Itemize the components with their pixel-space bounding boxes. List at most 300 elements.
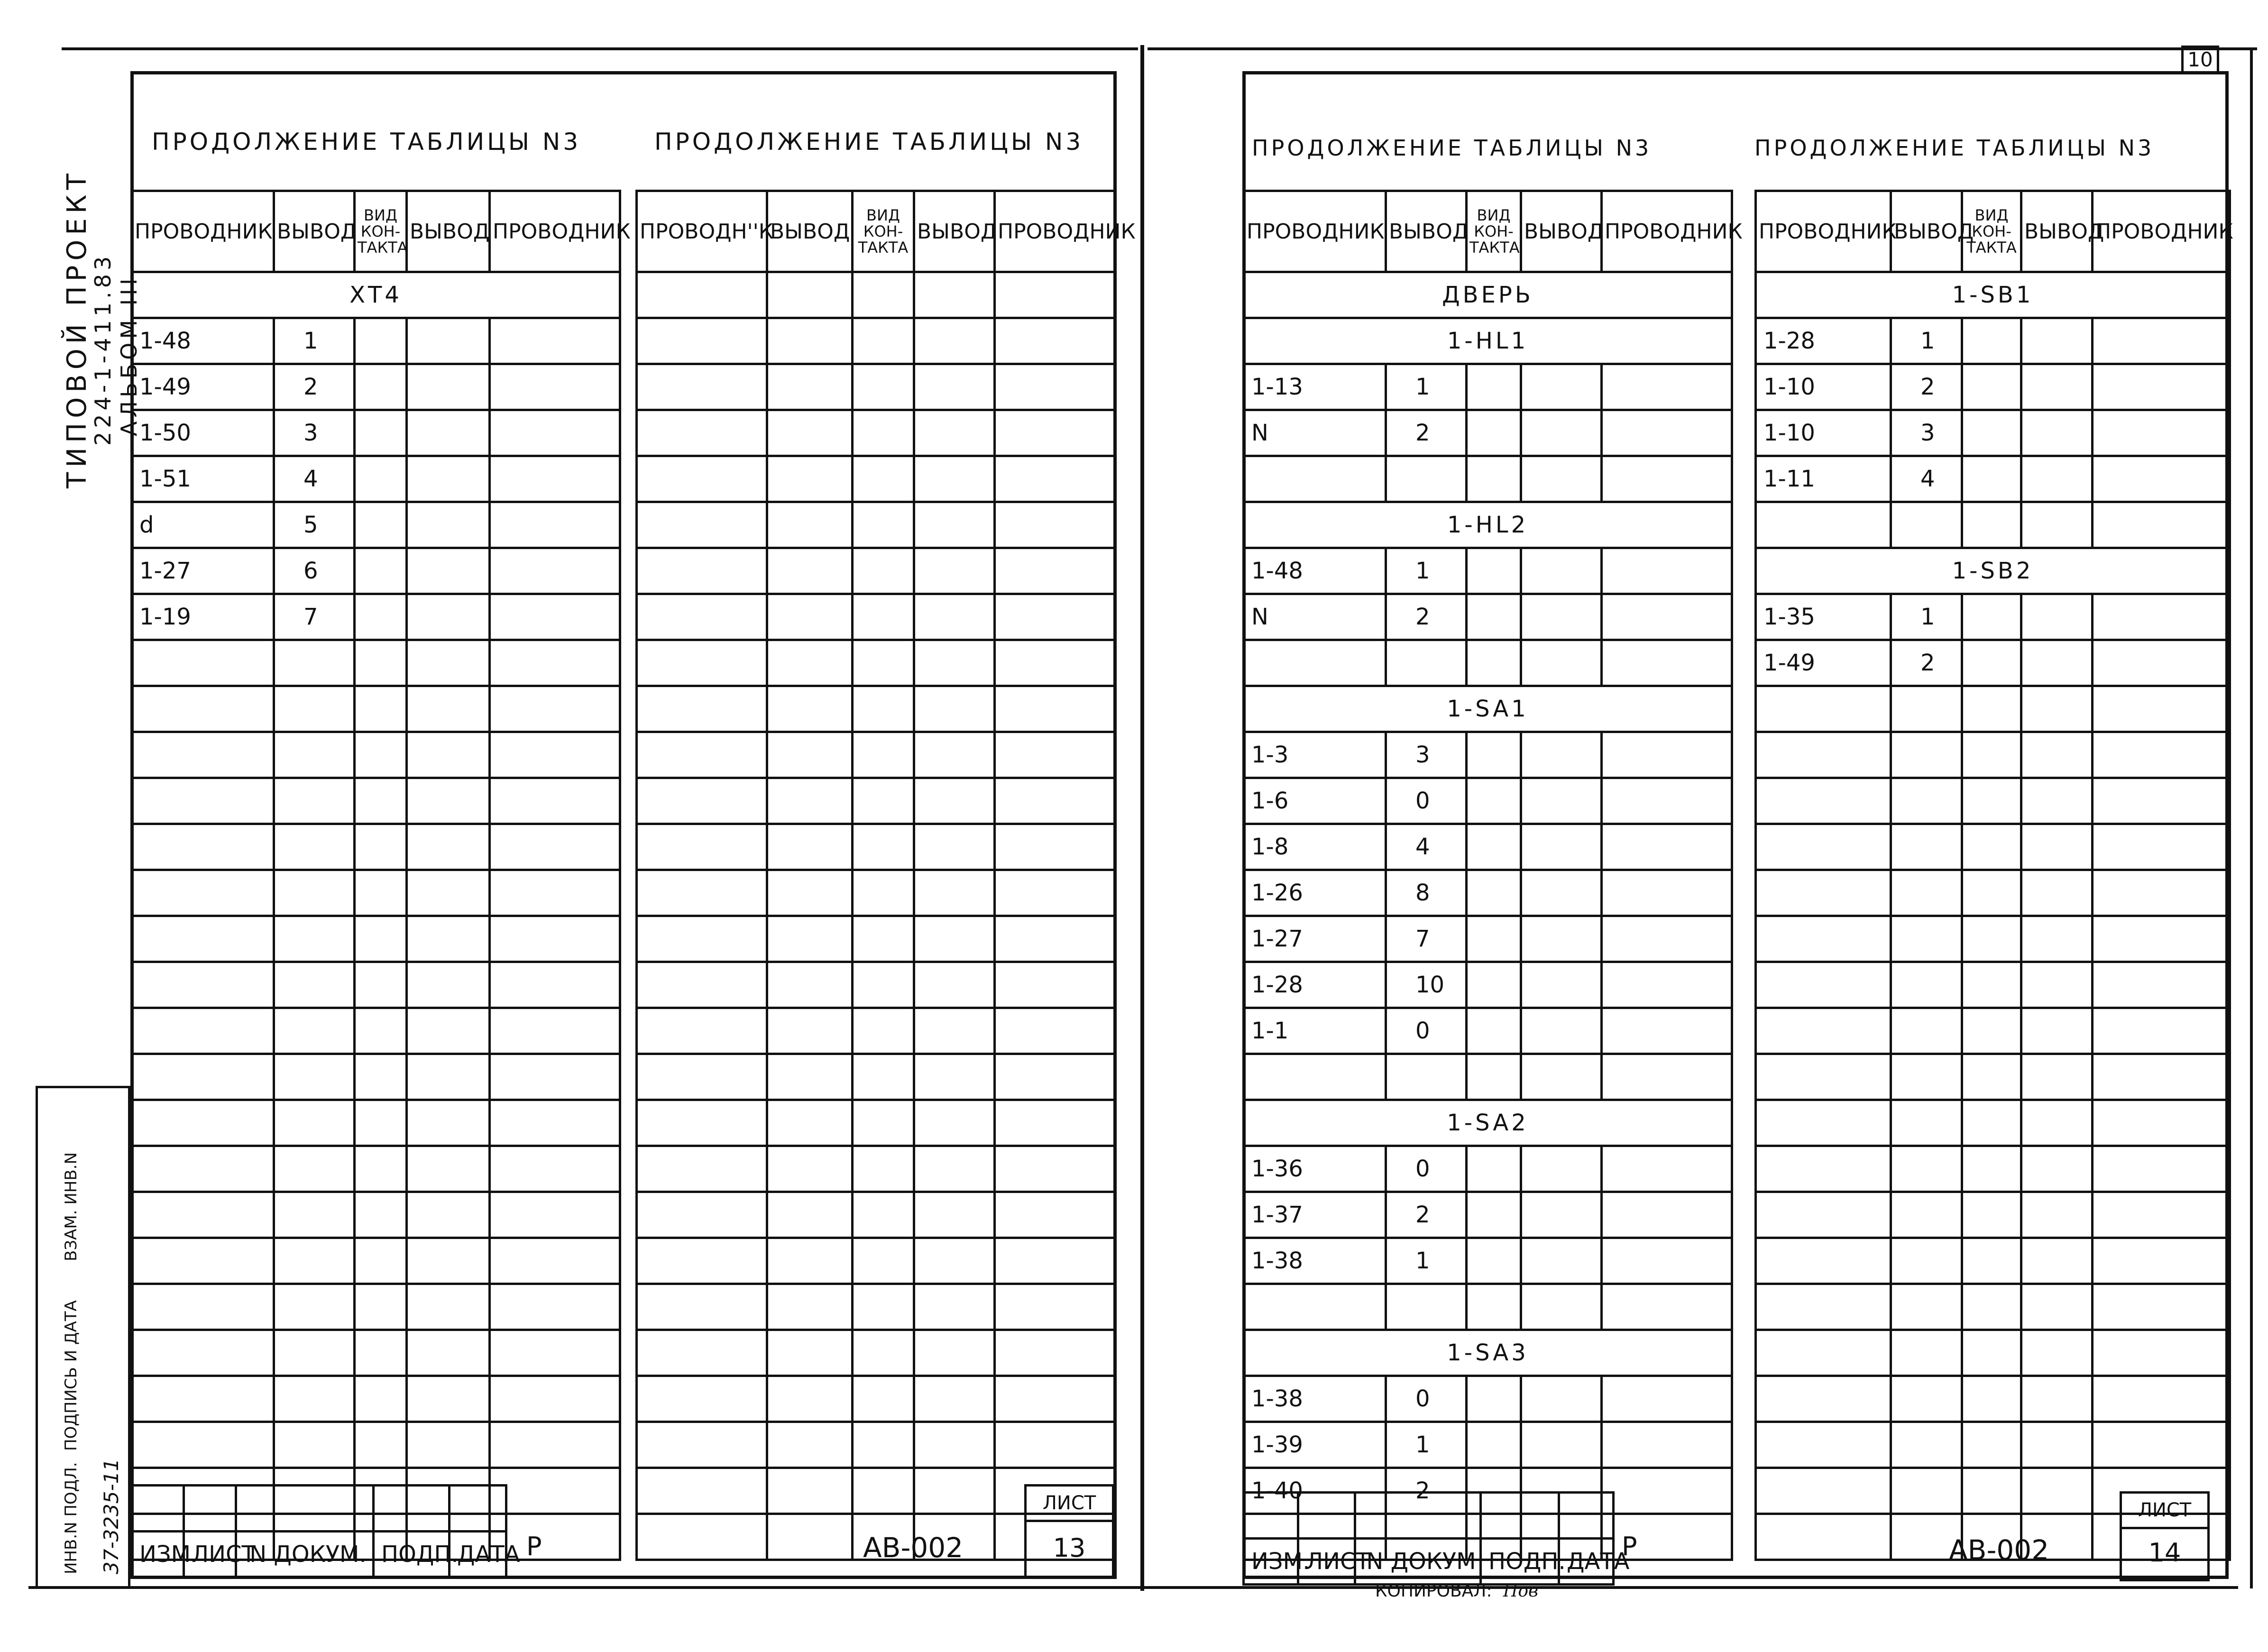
empty-cell (1467, 410, 1521, 456)
empty-cell (355, 1054, 407, 1100)
empty-cell (1962, 1146, 2021, 1192)
table-row (1756, 410, 2230, 456)
table-row (132, 870, 620, 916)
empty-cell (914, 1376, 995, 1422)
empty-cell (853, 824, 914, 870)
table-row (132, 962, 620, 1008)
sheet14-title-right: ПРОДОЛЖЕНИЕ ТАБЛИЦЫ N3 (1754, 135, 2155, 161)
empty-cell (1521, 1146, 1602, 1192)
copied-label (1375, 1581, 1538, 1601)
empty-cell (274, 1330, 355, 1376)
pin-cell: 4 (1386, 824, 1467, 870)
empty-cell (1962, 410, 2021, 456)
empty-cell (355, 1100, 407, 1146)
group-row (132, 272, 620, 318)
table-row (132, 1422, 620, 1468)
empty-cell (1962, 916, 2021, 962)
empty-cell (274, 1008, 355, 1054)
column-header: ВЫВОД (274, 191, 355, 272)
pin-cell: 5 (274, 502, 355, 548)
empty-cell (995, 824, 1116, 870)
empty-cell (1756, 1238, 1891, 1284)
pin-cell: 2 (1386, 1192, 1467, 1238)
conductor-cell (1244, 640, 1386, 686)
empty-cell (853, 1330, 914, 1376)
empty-cell (274, 1192, 355, 1238)
table-row (637, 502, 1116, 548)
empty-cell (1891, 962, 1962, 1008)
empty-cell (1891, 1100, 1962, 1146)
table-row (132, 502, 620, 548)
empty-cell (1756, 1376, 1891, 1422)
group-row (1756, 272, 2230, 318)
empty-cell (914, 640, 995, 686)
table-row (637, 318, 1116, 364)
empty-cell (490, 686, 620, 732)
conductor-cell: d (132, 502, 274, 548)
empty-cell (355, 318, 407, 364)
table-row (637, 1376, 1116, 1422)
empty-cell (637, 410, 767, 456)
side-album: АЛЬБОМ III (116, 275, 142, 436)
empty-cell (1602, 594, 1732, 640)
empty-cell (132, 1100, 274, 1146)
empty-cell (1962, 640, 2021, 686)
column-header: ВИД КОН- ТАКТА (1467, 191, 1521, 272)
empty-cell (637, 1238, 767, 1284)
empty-cell (1962, 1376, 2021, 1422)
empty-cell (1602, 548, 1732, 594)
empty-cell (2021, 1422, 2093, 1468)
pin-cell: 7 (274, 594, 355, 640)
empty-cell (914, 594, 995, 640)
empty-cell (2021, 1238, 2093, 1284)
empty-cell (1521, 1008, 1602, 1054)
empty-cell (767, 318, 853, 364)
empty-cell (407, 1376, 490, 1422)
pin-cell: 2 (1386, 410, 1467, 456)
conductor-cell: N (1244, 410, 1386, 456)
stamp-column-label: N ДОКУМ. (236, 1532, 374, 1578)
empty-cell (1962, 686, 2021, 732)
group-name: 1-SB1 (1756, 272, 2230, 318)
group-name: 1-SA2 (1244, 1100, 1732, 1146)
empty-cell (767, 1146, 853, 1192)
table-header-row (1244, 191, 1732, 272)
empty-cell (914, 686, 995, 732)
empty-cell (995, 1330, 1116, 1376)
empty-cell (914, 1054, 995, 1100)
empty-cell (355, 686, 407, 732)
empty-cell (132, 640, 274, 686)
empty-cell (2021, 502, 2093, 548)
table-row (132, 410, 620, 456)
empty-cell (2093, 594, 2230, 640)
sheet14-table-right (1754, 190, 2231, 1561)
empty-cell (2021, 1146, 2093, 1192)
empty-cell (2093, 1192, 2230, 1238)
empty-cell (1891, 1054, 1962, 1100)
table-row (637, 1422, 1116, 1468)
table-row (1244, 962, 1732, 1008)
empty-cell (995, 548, 1116, 594)
table-row (132, 1238, 620, 1284)
empty-cell (995, 1376, 1116, 1422)
table-row (1756, 1008, 2230, 1054)
empty-cell (1521, 410, 1602, 456)
empty-cell (637, 1192, 767, 1238)
table-row (132, 1330, 620, 1376)
table-row (637, 272, 1116, 318)
empty-cell (274, 870, 355, 916)
empty-cell (853, 870, 914, 916)
empty-cell (1602, 870, 1732, 916)
empty-cell (132, 1238, 274, 1284)
empty-cell (132, 732, 274, 778)
conductor-cell: 1-28 (1244, 962, 1386, 1008)
copied-signature: Пов (1503, 1581, 1538, 1601)
column-header: ПРОВОДН''К (637, 191, 767, 272)
empty-cell (1467, 364, 1521, 410)
conductor-cell: 1-1 (1244, 1008, 1386, 1054)
pin-cell: 7 (1386, 916, 1467, 962)
column-header: ВИД КОН- ТАКТА (1962, 191, 2021, 272)
empty-cell (407, 1284, 490, 1330)
empty-cell (1756, 1146, 1891, 1192)
table-row (132, 640, 620, 686)
table-row (132, 456, 620, 502)
table-row (132, 732, 620, 778)
group-name: 1-HL2 (1244, 502, 1732, 548)
empty-cell (1467, 1146, 1521, 1192)
empty-cell (2021, 778, 2093, 824)
empty-cell (1756, 1284, 1891, 1330)
pin-cell: 2 (1891, 364, 1962, 410)
empty-cell (1756, 1330, 1891, 1376)
table-row (132, 1054, 620, 1100)
empty-cell (1891, 1422, 1962, 1468)
empty-cell (490, 502, 620, 548)
empty-cell (767, 410, 853, 456)
empty-cell (1602, 1146, 1732, 1192)
pin-cell: 3 (1891, 410, 1962, 456)
empty-cell (853, 1054, 914, 1100)
empty-cell (407, 778, 490, 824)
empty-cell (853, 364, 914, 410)
empty-cell (1756, 1514, 1891, 1560)
table-row (1756, 1376, 2230, 1422)
empty-cell (853, 318, 914, 364)
empty-cell (637, 318, 767, 364)
empty-cell (490, 1330, 620, 1376)
empty-cell (1467, 732, 1521, 778)
conductor-cell: 1-48 (1244, 548, 1386, 594)
conductor-cell: 1-40 (1244, 1468, 1386, 1514)
stamp-column-label: ДАТА (1559, 1539, 1614, 1585)
empty-cell (995, 1146, 1116, 1192)
empty-cell (2021, 1100, 2093, 1146)
empty-cell (914, 410, 995, 456)
empty-cell (2093, 1054, 2230, 1100)
table-row (637, 686, 1116, 732)
table-row (637, 778, 1116, 824)
empty-cell (767, 870, 853, 916)
empty-cell (995, 916, 1116, 962)
empty-cell (2093, 1238, 2230, 1284)
side-code: 224-1-411.83 (90, 252, 116, 446)
empty-cell (355, 824, 407, 870)
table-row (1756, 318, 2230, 364)
empty-cell (407, 502, 490, 548)
empty-cell (1602, 1284, 1732, 1330)
empty-cell (132, 686, 274, 732)
table-row (1244, 870, 1732, 916)
table-row (1756, 962, 2230, 1008)
empty-cell (853, 548, 914, 594)
empty-cell (2021, 1284, 2093, 1330)
empty-cell (1602, 640, 1732, 686)
empty-cell (274, 732, 355, 778)
table-row (637, 1054, 1116, 1100)
conductor-cell (1756, 502, 1891, 548)
empty-cell (274, 778, 355, 824)
table-row (1756, 778, 2230, 824)
table-row (1756, 732, 2230, 778)
table-row (1756, 870, 2230, 916)
empty-cell (490, 1192, 620, 1238)
pin-cell: 0 (1386, 1146, 1467, 1192)
empty-cell (407, 686, 490, 732)
empty-cell (355, 1376, 407, 1422)
empty-cell (853, 1146, 914, 1192)
conductor-cell: 1-35 (1756, 594, 1891, 640)
group-row (1244, 686, 1732, 732)
empty-cell (490, 456, 620, 502)
side-field-sign: ПОДПИСЬ И ДАТА (62, 1300, 81, 1451)
empty-cell (2093, 916, 2230, 962)
group-row (1244, 272, 1732, 318)
empty-cell (407, 1054, 490, 1100)
pin-cell: 10 (1386, 962, 1467, 1008)
empty-cell (853, 1376, 914, 1422)
sheet13-code: АВ-002 (863, 1532, 964, 1564)
empty-cell (2021, 410, 2093, 456)
empty-cell (355, 1284, 407, 1330)
stamp-column-label: ПОДП. (374, 1532, 450, 1578)
empty-cell (1467, 1238, 1521, 1284)
group-name: 1-SB2 (1756, 548, 2230, 594)
empty-cell (767, 640, 853, 686)
table-row (637, 1238, 1116, 1284)
table-row (637, 456, 1116, 502)
empty-cell (1467, 1008, 1521, 1054)
empty-cell (132, 778, 274, 824)
empty-cell (274, 1146, 355, 1192)
table-row (132, 594, 620, 640)
table-row (1756, 1192, 2230, 1238)
empty-cell (914, 1422, 995, 1468)
empty-cell (995, 1192, 1116, 1238)
empty-cell (132, 1146, 274, 1192)
empty-cell (853, 1468, 914, 1514)
empty-cell (355, 1192, 407, 1238)
empty-cell (274, 824, 355, 870)
empty-cell (1521, 916, 1602, 962)
table-row (1756, 640, 2230, 686)
table-row (637, 1192, 1116, 1238)
empty-cell (132, 1376, 274, 1422)
pin-cell (1386, 640, 1467, 686)
empty-cell (355, 1330, 407, 1376)
table-row (637, 1284, 1116, 1330)
empty-cell (1891, 824, 1962, 870)
empty-cell (2093, 824, 2230, 870)
empty-cell (1521, 640, 1602, 686)
empty-cell (2093, 318, 2230, 364)
empty-cell (995, 732, 1116, 778)
empty-cell (767, 686, 853, 732)
pin-cell: 2 (1386, 594, 1467, 640)
table-header-row (1756, 191, 2230, 272)
empty-cell (767, 1238, 853, 1284)
sheet13-sheet-label: ЛИСТ (1027, 1487, 1112, 1522)
pin-cell (1386, 1284, 1467, 1330)
empty-cell (914, 364, 995, 410)
table-header-row (132, 191, 620, 272)
empty-cell (1521, 778, 1602, 824)
table-row (1756, 824, 2230, 870)
empty-cell (853, 962, 914, 1008)
stamp-column-label: N ДОКУМ (1355, 1539, 1481, 1585)
table-row (1756, 686, 2230, 732)
empty-cell (637, 870, 767, 916)
conductor-cell: 1-28 (1756, 318, 1891, 364)
empty-cell (853, 1238, 914, 1284)
conductor-cell: 1-8 (1244, 824, 1386, 870)
table-row (1244, 916, 1732, 962)
empty-cell (1962, 1468, 2021, 1514)
table-row (1756, 364, 2230, 410)
empty-cell (407, 870, 490, 916)
empty-cell (2021, 1008, 2093, 1054)
empty-cell (853, 1008, 914, 1054)
empty-cell (995, 410, 1116, 456)
table-row (637, 548, 1116, 594)
table-row (637, 1330, 1116, 1376)
empty-cell (2093, 1376, 2230, 1422)
table-row (132, 364, 620, 410)
empty-cell (995, 594, 1116, 640)
empty-cell (1891, 1284, 1962, 1330)
empty-cell (1891, 778, 1962, 824)
sheet13-sheet-box (1024, 1484, 1114, 1579)
empty-cell (407, 318, 490, 364)
empty-cell (995, 502, 1116, 548)
sheet14-stamp (1242, 1491, 1630, 1586)
table-row (132, 1008, 620, 1054)
column-header: ПРОВОДНИК (995, 191, 1116, 272)
table-row (1244, 1284, 1732, 1330)
empty-cell (490, 916, 620, 962)
empty-cell (490, 824, 620, 870)
empty-cell (2021, 1054, 2093, 1100)
empty-cell (637, 1284, 767, 1330)
empty-cell (1962, 1008, 2021, 1054)
empty-cell (355, 870, 407, 916)
empty-cell (132, 1192, 274, 1238)
empty-cell (355, 456, 407, 502)
empty-cell (1467, 456, 1521, 502)
empty-cell (1521, 732, 1602, 778)
empty-cell (274, 1376, 355, 1422)
table-row (1244, 1146, 1732, 1192)
empty-cell (1891, 870, 1962, 916)
copied-text: КОПИРОВАЛ: (1375, 1581, 1492, 1601)
empty-cell (1962, 870, 2021, 916)
table-row (637, 1100, 1116, 1146)
empty-cell (995, 640, 1116, 686)
sheet13-table-left (130, 190, 631, 1561)
empty-cell (132, 1284, 274, 1330)
empty-cell (995, 1054, 1116, 1100)
empty-cell (767, 502, 853, 548)
empty-cell (1756, 1054, 1891, 1100)
empty-cell (2093, 1330, 2230, 1376)
empty-cell (853, 1100, 914, 1146)
empty-cell (407, 410, 490, 456)
conductor-cell: 1-26 (1244, 870, 1386, 916)
empty-cell (1602, 1468, 1732, 1514)
empty-cell (914, 778, 995, 824)
empty-cell (637, 1054, 767, 1100)
group-name: 1-HL1 (1244, 318, 1732, 364)
sheet13-table-right (635, 190, 1136, 1561)
pin-cell: 1 (1891, 594, 1962, 640)
empty-cell (2093, 870, 2230, 916)
empty-cell (767, 1008, 853, 1054)
empty-cell (2021, 456, 2093, 502)
empty-cell (274, 916, 355, 962)
empty-cell (914, 870, 995, 916)
table-row (1756, 1284, 2230, 1330)
pin-cell: 1 (1386, 364, 1467, 410)
empty-cell (995, 1008, 1116, 1054)
empty-cell (1756, 1100, 1891, 1146)
empty-cell (1602, 1192, 1732, 1238)
empty-cell (1756, 732, 1891, 778)
empty-cell (355, 962, 407, 1008)
empty-cell (274, 1284, 355, 1330)
empty-cell (1467, 962, 1521, 1008)
table-row (132, 1284, 620, 1330)
pin-cell: 0 (1386, 778, 1467, 824)
table-row (1756, 1100, 2230, 1146)
conductor-cell: 1-13 (1244, 364, 1386, 410)
empty-cell (767, 1054, 853, 1100)
conductor-cell: 1-38 (1244, 1376, 1386, 1422)
empty-cell (1467, 824, 1521, 870)
empty-cell (1756, 824, 1891, 870)
empty-cell (355, 548, 407, 594)
empty-cell (1962, 1238, 2021, 1284)
empty-cell (1891, 1008, 1962, 1054)
empty-cell (2021, 916, 2093, 962)
pin-cell (1386, 456, 1467, 502)
empty-cell (914, 1330, 995, 1376)
empty-cell (490, 594, 620, 640)
conductor-cell: 1-36 (1244, 1146, 1386, 1192)
pin-cell: 2 (1386, 1468, 1467, 1514)
